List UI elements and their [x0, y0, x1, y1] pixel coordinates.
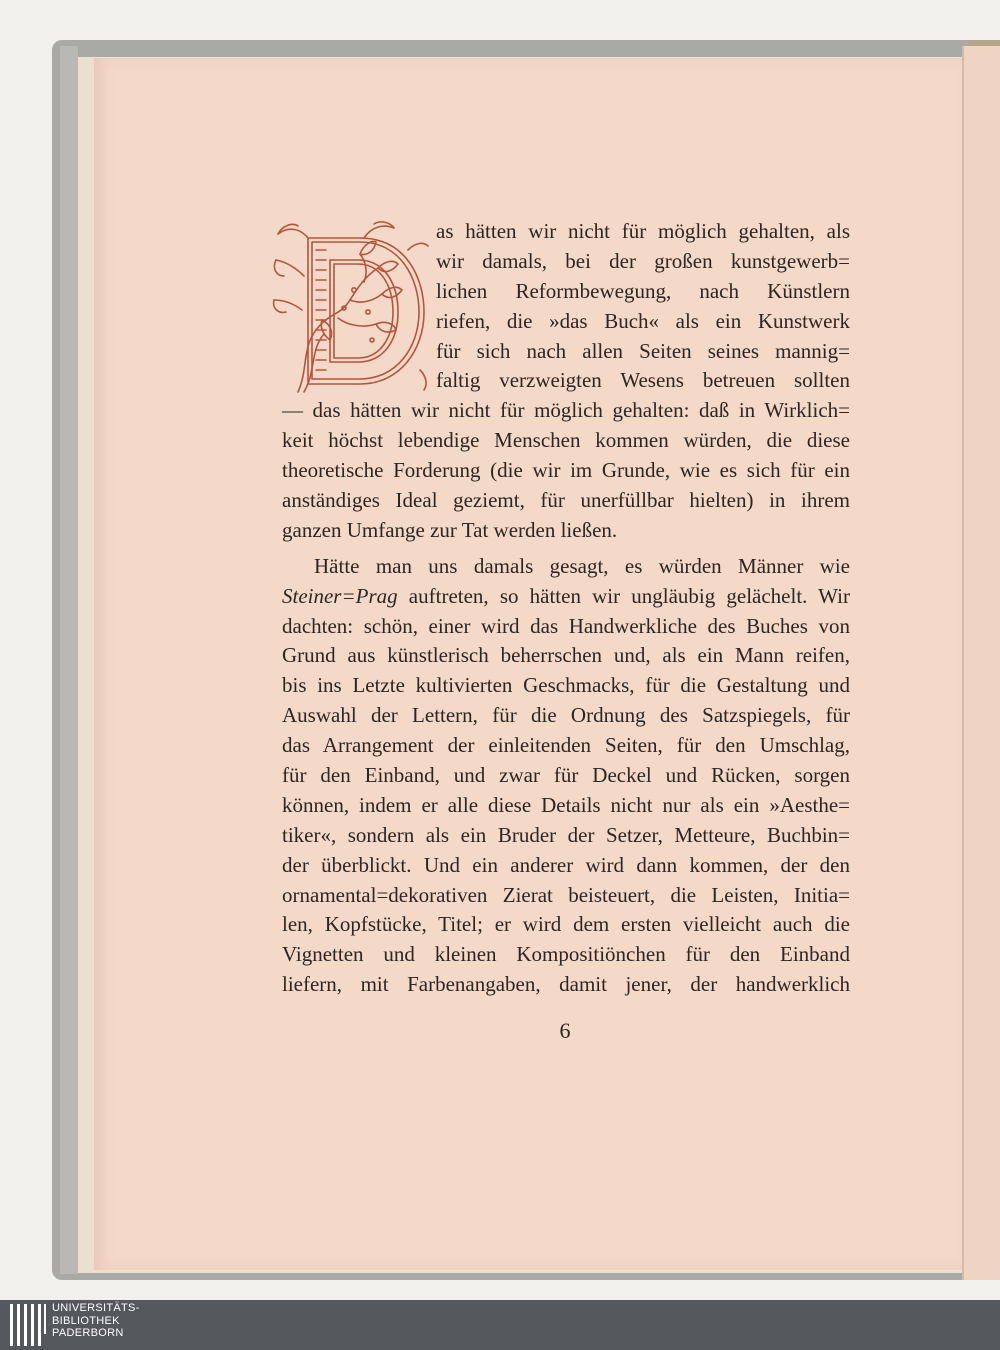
paragraph-2	[282, 552, 850, 1000]
book-cover-edge	[60, 46, 78, 1274]
text-line: ganzen Umfange zur Tat werden ließen.	[282, 517, 618, 542]
text-line: für sich nach allen Seiten seines mannig=	[436, 338, 850, 363]
text-line: können, indem er alle diese Details nicht nur als ein »Aesthe=	[282, 792, 850, 817]
text-segment: auftreten, so hätten wir ungläubig gelächelt. Wir	[397, 583, 850, 608]
artist-name: Steiner=Prag	[282, 583, 398, 608]
text-line: bis ins Letzte kultivierten Geschmacks, für die Gestaltung und	[282, 673, 850, 698]
logo-line: BIBLIOTHEK	[52, 1314, 120, 1327]
body-text	[282, 217, 850, 1000]
text-line: dachten: schön, einer wird das Handwerkliche des Buches von	[282, 613, 850, 638]
text-line: len, Kopfstücke, Titel; er wird dem ersten vielleicht auch die	[282, 912, 850, 937]
text-line: das Arrangement der einleitenden Seiten, für den Umschlag,	[282, 733, 850, 758]
text-line: — das hätten wir nicht für möglich gehalten: daß in Wirklich=	[282, 398, 850, 423]
text-line: der überblickt. Und ein anderer wird dann kommen, der den	[282, 852, 850, 877]
text-line: as hätten wir nicht für möglich gehalten, als	[436, 219, 850, 243]
text-line: keit höchst lebendige Menschen kommen würden, die diese	[282, 428, 850, 453]
text-line: liefern, mit Farbenangaben, damit jener, der handwerklich	[282, 972, 850, 997]
text-line: für den Einband, und zwar für Deckel und Rücken, sorgen	[282, 763, 850, 788]
footer-bar	[0, 1300, 1000, 1350]
text-line: faltig verzweigten Wesens betreuen sollten	[436, 368, 850, 393]
page-number: 6	[559, 1018, 571, 1043]
text-line: tiker«, sondern als ein Bruder der Setzer, Metteure, Buchbin=	[282, 822, 850, 847]
paragraph-1	[282, 217, 850, 546]
library-logo-icon	[8, 1302, 48, 1348]
text-line: ornamental=dekorativen Zierat beisteuert, die Leisten, Initia=	[282, 882, 850, 907]
library-logo-text	[52, 1302, 140, 1340]
text-line: Auswahl der Lettern, für die Ordnung des Satzspiegels, für	[282, 703, 850, 728]
text-line: lichen Reformbewegung, nach Künstlern	[436, 278, 850, 303]
text-line: theoretische Forderung (die wir im Grunde, wie es sich für ein	[282, 458, 850, 483]
text-line: riefen, die »das Buch« als ein Kunstwerk	[436, 308, 850, 333]
text-line: Hätte man uns damals gesagt, es würden Männer wie	[314, 553, 850, 578]
text-line	[282, 582, 850, 612]
facing-page-edge	[962, 46, 1000, 1280]
text-line: Grund aus künstlerisch beherrschen und, als ein Mann reifen,	[282, 643, 850, 668]
text-line: Vignetten und kleinen Kompositiönchen für den Einband	[282, 942, 850, 967]
text-line: anständiges Ideal geziemt, für unerfüllbar hielten) in ihrem	[282, 488, 850, 513]
text-line: wir damals, bei der großen kunstgewerb=	[436, 248, 850, 273]
logo-line: UNIVERSITÄTS-	[52, 1302, 140, 1314]
logo-line: PADERBORN	[52, 1327, 124, 1339]
